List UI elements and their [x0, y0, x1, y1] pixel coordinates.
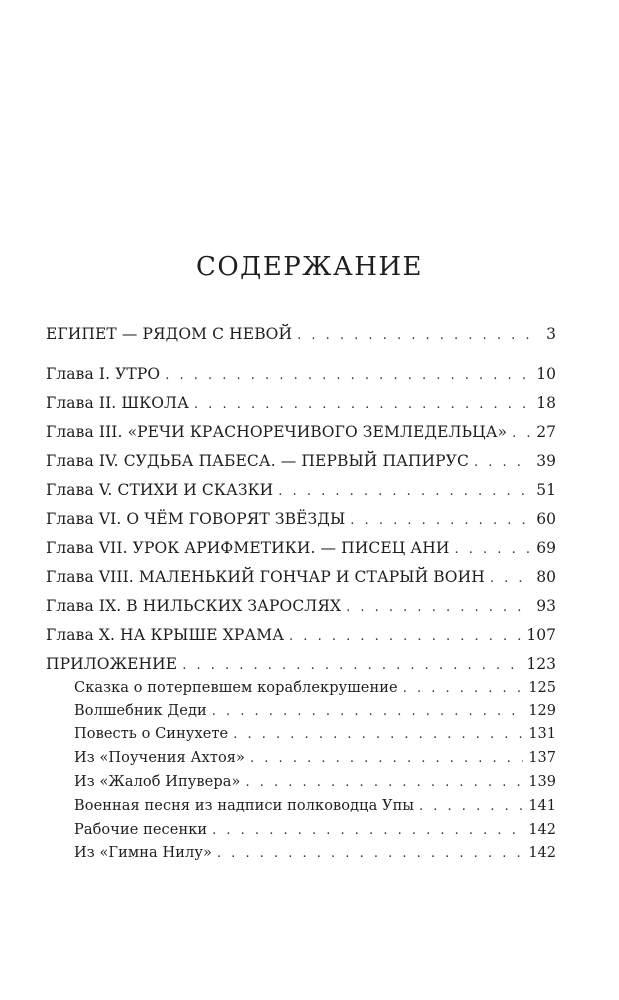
- dot-leader: [182, 655, 521, 677]
- toc-entry-label: Из «Поучения Ахтоя»: [74, 750, 246, 766]
- toc-entry-label: Волшебник Деди: [74, 703, 207, 719]
- toc-entry-appendix-item: [74, 747, 556, 769]
- toc-entry-intro: [46, 323, 556, 345]
- dot-leader: [250, 748, 523, 770]
- dot-leader: [350, 510, 531, 532]
- toc-entry-page: 3: [546, 325, 556, 343]
- toc-entry-page: 142: [528, 845, 556, 861]
- toc-entry-page: 129: [528, 703, 556, 719]
- toc-entry-label: Глава X. НА КРЫШЕ ХРАМА: [46, 626, 285, 644]
- toc-entry-appendix-item: [74, 723, 556, 745]
- toc-entry-label: Глава I. УТРО: [46, 365, 161, 383]
- toc-entry-page: 141: [528, 798, 556, 814]
- toc-entry-page: 137: [528, 750, 556, 766]
- toc-entry-label: Глава IX. В НИЛЬСКИХ ЗАРОСЛЯХ: [46, 597, 342, 615]
- dot-leader: [194, 394, 531, 416]
- dot-leader: [419, 796, 523, 818]
- dot-leader: [278, 481, 531, 503]
- toc-entry-appendix: [46, 653, 556, 675]
- dot-leader: [212, 820, 523, 842]
- toc-entry-chapter: [46, 595, 556, 617]
- toc-entry-label: ЕГИПЕТ — РЯДОМ С НЕВОЙ: [46, 325, 293, 343]
- toc-entry-chapter: [46, 537, 556, 559]
- toc-entry-label: Глава VII. УРОК АРИФМЕТИКИ. — ПИСЕЦ АНИ: [46, 539, 450, 557]
- toc-entry-label: Глава III. «РЕЧИ КРАСНОРЕЧИВОГО ЗЕМЛЕДЕЛЬЦА»: [46, 423, 508, 441]
- toc-entry-page: 93: [536, 597, 556, 615]
- toc-entry-appendix-item: [74, 771, 556, 793]
- toc-entry-page: 51: [536, 481, 556, 499]
- page-title: СОДЕРЖАНИЕ: [195, 252, 424, 282]
- toc-entry-page: 69: [536, 539, 556, 557]
- toc-entry-page: 107: [526, 626, 556, 644]
- toc-entry-appendix-item: [74, 677, 556, 699]
- toc-entry-label: ПРИЛОЖЕНИЕ: [46, 655, 178, 673]
- toc-entry-label: Военная песня из надписи полководца Упы: [74, 798, 415, 814]
- dot-leader: [346, 597, 531, 619]
- dot-leader: [490, 568, 531, 590]
- toc-entry-page: 18: [536, 394, 556, 412]
- toc-entry-page: 10: [536, 365, 556, 383]
- toc-entry-page: 131: [528, 726, 556, 742]
- dot-leader: [233, 724, 523, 746]
- toc-entry-chapter: [46, 508, 556, 530]
- toc-entry-chapter: [46, 392, 556, 414]
- dot-leader: [212, 701, 524, 723]
- toc-entry-page: 142: [528, 822, 556, 838]
- dot-leader: [474, 452, 531, 474]
- toc-entry-label: Глава IV. СУДЬБА ПАБЕСА. — ПЕРВЫЙ ПАПИРУС: [46, 452, 469, 470]
- dot-leader: [403, 678, 524, 700]
- dot-leader: [455, 539, 532, 561]
- toc-entry-label: Глава VI. О ЧЁМ ГОВОРЯТ ЗВЁЗДЫ: [46, 510, 346, 528]
- toc-entry-page: 123: [526, 655, 556, 673]
- toc-entry-page: 60: [536, 510, 556, 528]
- toc-entry-chapter: [46, 363, 556, 385]
- toc-entry-chapter: [46, 421, 556, 443]
- toc-entry-label: Глава II. ШКОЛА: [46, 394, 189, 412]
- toc-entry-label: Сказка о потерпевшем кораблекрушение: [74, 680, 398, 696]
- toc-entry-page: 27: [536, 423, 556, 441]
- toc-entry-appendix-item: [74, 819, 556, 841]
- toc-entry-page: 125: [528, 680, 556, 696]
- dot-leader: [245, 772, 523, 794]
- dot-leader: [512, 423, 531, 445]
- toc-entry-label: Повесть о Синухете: [74, 726, 229, 742]
- toc-entry-page: 80: [536, 568, 556, 586]
- toc-entry-chapter: [46, 479, 556, 501]
- toc-entry-appendix-item: [74, 700, 556, 722]
- toc-entry-chapter: [46, 566, 556, 588]
- toc-entry-label: Глава VIII. МАЛЕНЬКИЙ ГОНЧАР И СТАРЫЙ ВОИН: [46, 568, 485, 586]
- toc-entry-page: 39: [536, 452, 556, 470]
- toc-entry-label: Глава V. СТИХИ И СКАЗКИ: [46, 481, 274, 499]
- dot-leader: [217, 843, 523, 865]
- toc-entry-chapter: [46, 450, 556, 472]
- dot-leader: [165, 365, 531, 387]
- toc-entry-appendix-item: [74, 795, 556, 817]
- toc-entry-label: Из «Гимна Нилу»: [74, 845, 212, 861]
- toc-entry-chapter: [46, 624, 556, 646]
- toc-entry-appendix-item: [74, 842, 556, 864]
- dot-leader: [297, 325, 535, 347]
- toc-entry-page: 139: [528, 774, 556, 790]
- toc-entry-label: Рабочие песенки: [74, 822, 208, 838]
- toc-entry-label: Из «Жалоб Ипувера»: [74, 774, 241, 790]
- dot-leader: [289, 626, 521, 648]
